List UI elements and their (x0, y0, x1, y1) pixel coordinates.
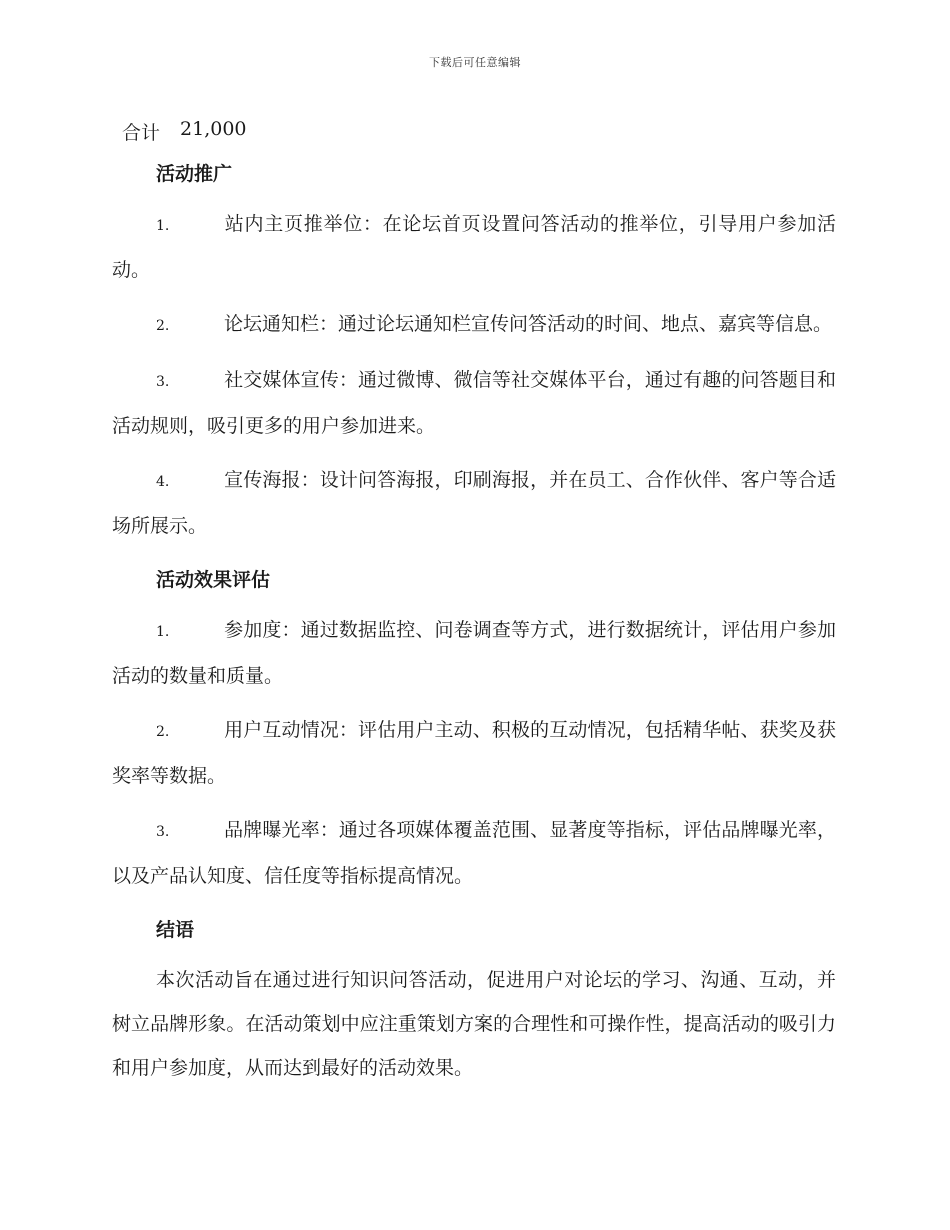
document-body (112, 152, 836, 1090)
list-item-text: 宣传海报：设计问答海报，印刷海报，并在员工、合作伙伴、客户等合适场所展示。 (112, 469, 836, 537)
list-item (112, 202, 836, 292)
list-item-text: 品牌曝光率：通过各项媒体覆盖范围、显著度等指标，评估品牌曝光率，以及产品认知度、信任度等指标提高情况。 (112, 819, 836, 887)
list-item-text: 参加度：通过数据监控、问卷调查等方式，进行数据统计，评估用户参加活动的数量和质量。 (112, 619, 836, 687)
list-item-number: 3. (156, 824, 170, 840)
list-item-number: 1. (156, 624, 170, 640)
list-item-text: 用户互动情况：评估用户主动、积极的互动情况，包括精华帖、获奖及获奖率等数据。 (112, 719, 836, 787)
total-label: 合计 (122, 122, 161, 144)
section-heading-conclusion: 结语 (156, 919, 195, 941)
list-item-number: 1. (156, 218, 170, 234)
list-item-number: 2. (156, 318, 170, 334)
list-item-number: 3. (156, 374, 170, 390)
list-item (112, 302, 836, 348)
list-item (112, 458, 836, 548)
list-item (112, 358, 836, 448)
list-item-number: 4. (156, 474, 170, 490)
total-value: 21,000 (180, 118, 247, 140)
list-item (112, 708, 836, 798)
section-heading-evaluation: 活动效果评估 (156, 569, 271, 591)
conclusion-paragraph: 本次活动旨在通过进行知识问答活动，促进用户对论坛的学习、沟通、互动，并树立品牌形象。在活动策划中应注重策划方案的合理性和可操作性，提高活动的吸引力和用户参加度，从而达到最好的活动效果。 (112, 969, 836, 1079)
list-item-text: 站内主页推举位：在论坛首页设置问答活动的推举位，引导用户参加活动。 (112, 213, 836, 281)
list-item (112, 608, 836, 698)
list-item (112, 808, 836, 898)
list-item-text: 社交媒体宣传：通过微博、微信等社交媒体平台，通过有趣的问答题目和活动规则，吸引更多的用户参加进来。 (112, 369, 836, 437)
page-header-note: 下载后可任意编辑 (429, 56, 521, 69)
section-heading-promotion: 活动推广 (156, 163, 233, 185)
list-item-number: 2. (156, 724, 170, 740)
list-item-text: 论坛通知栏：通过论坛通知栏宣传问答活动的时间、地点、嘉宾等信息。 (224, 313, 833, 335)
total-row (122, 118, 247, 145)
